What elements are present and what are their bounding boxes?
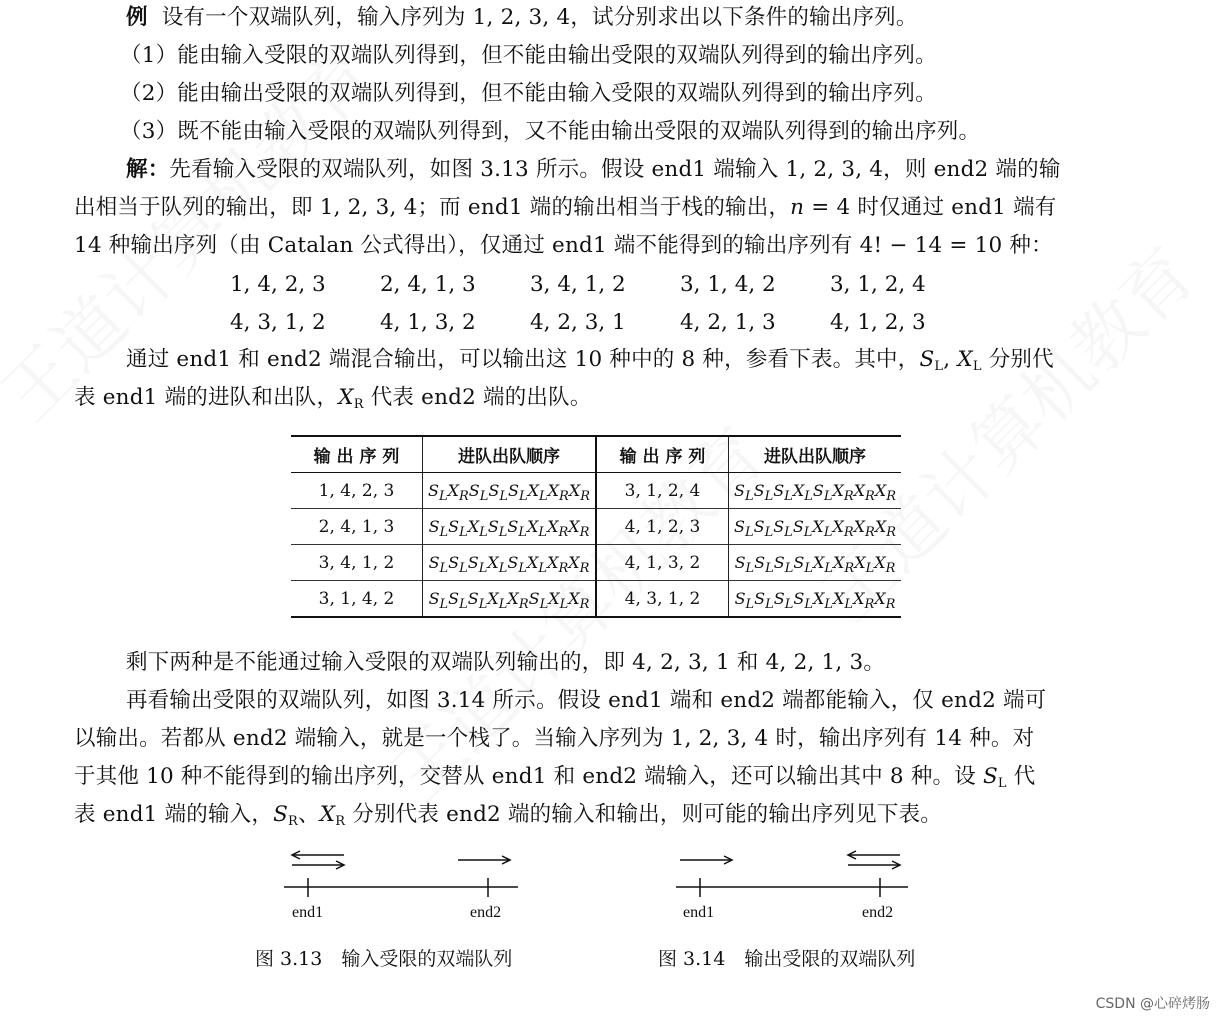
body-line <box>126 345 1054 375</box>
figure-3-13-diagram <box>270 845 540 905</box>
math-subscript: L <box>934 359 944 374</box>
sequence-item: 3, 1, 2, 4 <box>830 272 926 297</box>
end1-label: end1 <box>292 904 324 921</box>
figure-caption: 图 3.14 输出受限的双端队列 <box>658 948 916 970</box>
sequence-row <box>0 308 1224 338</box>
sequence-row <box>0 270 1224 300</box>
solution-line <box>126 155 1061 185</box>
sequence-item: 4, 3, 1, 2 <box>230 310 326 335</box>
sequence-cell: 4, 1, 2, 3 <box>596 509 729 545</box>
math-symbol: X <box>319 802 336 827</box>
text-run: 代表 end2 端的出队。 <box>363 385 592 410</box>
ops-cell: $S_LS_LS_LS_LX_LX_LX_RX_R$ <box>729 581 902 618</box>
example-line <box>126 3 918 33</box>
text-run: 分别代 <box>981 347 1054 372</box>
column-header: 输 出 序 列 <box>596 436 729 473</box>
condition-1: （1）能由输入受限的双端队列得到，但不能由输出受限的双端队列得到的输出序列。 <box>120 43 937 68</box>
end2-output-arrow <box>458 856 510 864</box>
sequence-item: 3, 1, 4, 2 <box>680 272 776 297</box>
column-header: 进队出队顺序 <box>423 436 597 473</box>
text-run: 表 end1 端的进队和出队， <box>74 385 339 410</box>
ops-cell: $S_LS_LS_LX_LS_LX_LX_RX_R$ <box>423 545 597 581</box>
end2-label: end2 <box>470 904 502 921</box>
sequence-cell: 3, 1, 2, 4 <box>596 473 729 509</box>
end1-label: end1 <box>683 904 715 921</box>
figure-caption: 图 3.13 输入受限的双端队列 <box>255 948 513 970</box>
solution-label: 解： <box>126 157 170 182</box>
text-run: , <box>943 347 958 372</box>
math-subscript: R <box>288 814 299 829</box>
math-subscript: L <box>997 776 1007 791</box>
body-line <box>74 800 942 830</box>
body-line: 再看输出受限的双端队列，如图 3.14 所示。假设 end1 端和 end2 端都能输入，仅 end2 端可 <box>126 688 1047 713</box>
ops-cell: $S_LS_LS_LX_LX_RS_LX_LX_R$ <box>423 581 597 618</box>
sequence-cell: 1, 4, 2, 3 <box>291 473 423 509</box>
condition-2: （2）能由输出受限的双端队列得到，但不能由输入受限的双端队列得到的输出序列。 <box>120 81 937 106</box>
text-run: 表 end1 端的输入， <box>74 802 274 827</box>
text-run: 通过 end1 和 end2 端混合输出，可以输出这 10 种中的 8 种，参看下表。其中， <box>126 347 920 372</box>
example-label: 例 <box>126 5 148 30</box>
sequence-item: 4, 2, 1, 3 <box>680 310 776 335</box>
sequence-cell: 3, 1, 4, 2 <box>291 581 423 618</box>
math-symbol: S <box>982 764 998 789</box>
end2-label: end2 <box>862 904 894 921</box>
table-row <box>291 509 901 545</box>
column-header: 输 出 序 列 <box>291 436 423 473</box>
figure-3-14-diagram <box>662 845 932 905</box>
condition-3: （3）既不能由输入受限的双端队列得到，又不能由输出受限的双端队列得到的输出序列。 <box>120 119 981 144</box>
sequence-item: 2, 4, 1, 3 <box>380 272 476 297</box>
table-row <box>291 581 901 618</box>
sequence-item: 4, 1, 2, 3 <box>830 310 926 335</box>
ops-cell: $S_LS_LS_LS_LX_LX_RX_LX_R$ <box>729 545 902 581</box>
text-run: 、 <box>298 802 320 827</box>
text-run: 代 <box>1006 764 1036 789</box>
footer-credit: CSDN @心碎烤肠 <box>1095 996 1210 1012</box>
text-run: 于其他 10 种不能得到的输出序列，交替从 end1 和 end2 端输入，还可以输出其中 8 种。设 <box>74 764 983 789</box>
solution-text: 先看输入受限的双端队列，如图 3.13 所示。假设 end1 端输入 1, 2, 3, 4，则 end2 端的输 <box>169 157 1061 182</box>
ops-cell: $S_LS_LS_LS_LX_LX_RX_RX_R$ <box>729 509 902 545</box>
text-run: = 4 时仅通过 end1 端有 <box>804 195 1057 220</box>
body-line <box>74 193 1056 223</box>
math-subscript: R <box>353 397 364 412</box>
end2-inout-arrows <box>848 851 900 869</box>
sequence-cell: 4, 1, 3, 2 <box>596 545 729 581</box>
example-text: 设有一个双端队列，输入序列为 1, 2, 3, 4，试分别求出以下条件的输出序列。 <box>161 5 918 30</box>
math-symbol: S <box>273 802 289 827</box>
sequence-item: 4, 1, 3, 2 <box>380 310 476 335</box>
math-symbol: S <box>919 347 935 372</box>
math-n: n <box>790 195 805 220</box>
sequence-cell: 3, 4, 1, 2 <box>291 545 423 581</box>
text-run: 出相当于队列的输出，即 1, 2, 3, 4；而 end1 端的输出相当于栈的输出， <box>74 195 791 220</box>
table-row <box>291 545 901 581</box>
body-line <box>74 383 592 413</box>
sequence-item: 3, 4, 1, 2 <box>530 272 626 297</box>
math-subscript: L <box>972 359 982 374</box>
sequence-item: 1, 4, 2, 3 <box>230 272 326 297</box>
sequence-item: 4, 2, 3, 1 <box>530 310 626 335</box>
operations-table <box>291 435 901 618</box>
sequence-cell: 4, 3, 1, 2 <box>596 581 729 618</box>
body-line <box>74 762 1036 792</box>
table-row <box>291 473 901 509</box>
sequence-cell: 2, 4, 1, 3 <box>291 509 423 545</box>
column-header: 进队出队顺序 <box>729 436 902 473</box>
body-line: 14 种输出序列（由 Catalan 公式得出），仅通过 end1 端不能得到的输出序列有 4! − 14 = 10 种： <box>74 233 1053 258</box>
ops-cell: $S_LS_LX_LS_LS_LX_LX_RX_R$ <box>423 509 597 545</box>
end1-input-arrow <box>680 856 732 864</box>
text-run: 分别代表 end2 端的输入和输出，则可能的输出序列见下表。 <box>345 802 942 827</box>
body-line: 以输出。若都从 end2 端输入，就是一个栈了。当输入序列为 1, 2, 3, 4 时，输出序列有 14 种。对 <box>74 726 1035 751</box>
table-header-row <box>291 436 901 473</box>
ops-cell: $S_LS_LS_LX_LS_LX_RX_RX_R$ <box>729 473 902 509</box>
math-symbol: X <box>957 347 973 372</box>
math-subscript: R <box>335 814 346 829</box>
end1-inout-arrows <box>292 851 344 869</box>
body-line: 剩下两种是不能通过输入受限的双端队列输出的，即 4, 2, 3, 1 和 4, 2, 1, 3。 <box>126 650 886 675</box>
math-symbol: X <box>338 385 354 410</box>
ops-cell: $S_LX_RS_LS_LS_LX_LX_RX_R$ <box>423 473 597 509</box>
